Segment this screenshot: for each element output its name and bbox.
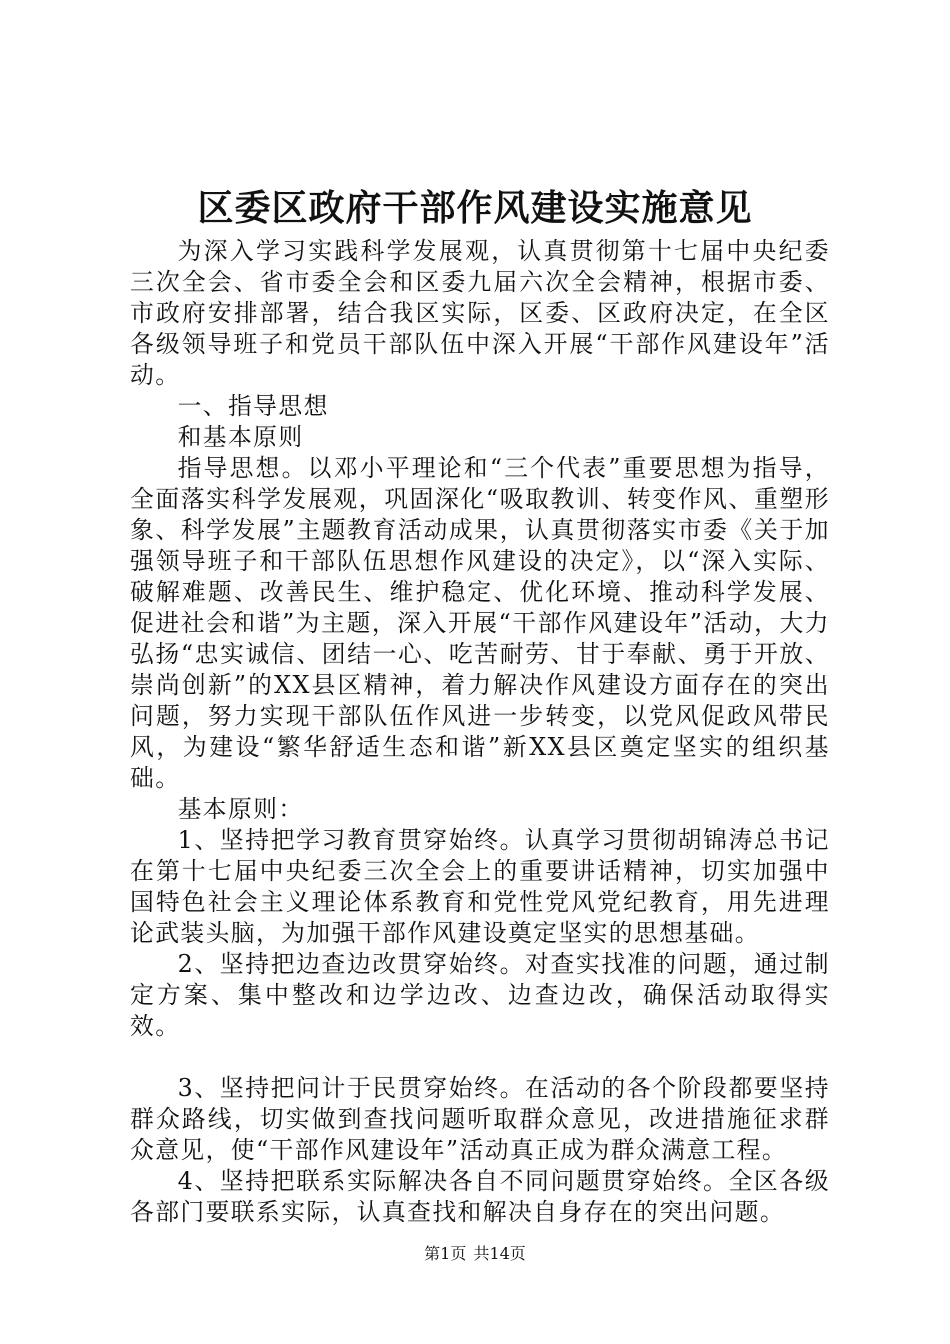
document-body — [130, 236, 830, 1228]
principle-item-1: 1、坚持把学习教育贯穿始终。认真学习贯彻胡锦涛总书记在第十七届中央纪委三次全会上的重要讲话精神，切实加强中国特色社会主义理论体系教育和党性党风党纪教育，用先进理论武装头脑，为加强干部作风建设奠定坚实的思想基础。 — [130, 826, 830, 947]
intro-paragraph: 为深入学习实践科学发展观，认真贯彻第十七届中央纪委三次全会、省市委全会和区委九届六次全会精神，根据市委、市政府安排部署，结合我区实际，区委、区政府决定，在全区各级领导班子和党员干部队伍中深入开展“干部作风建设年”活动。 — [130, 237, 830, 389]
document-title: 区委区政府干部作风建设实施意见 — [197, 187, 753, 229]
section-heading-basic-principles: 和基本原则 — [177, 423, 304, 451]
page-footer: 第1页 共14页 — [424, 1244, 526, 1263]
basic-principles-label: 基本原则： — [177, 795, 304, 823]
principle-item-4: 4、坚持把联系实际解决各自不同问题贯穿始终。全区各级各部门要联系实际，认真查找和解决自身存在的突出问题。 — [130, 1167, 830, 1226]
principle-item-2: 2、坚持把边查边改贯穿始终。对查实找准的问题，通过制定方案、集中整改和边学边改、边查边改，确保活动取得实效。 — [130, 950, 830, 1040]
guiding-thought-paragraph: 指导思想。以邓小平理论和“三个代表”重要思想为指导，全面落实科学发展观，巩固深化“吸取教训、转变作风、重塑形象、科学发展”主题教育活动成果，认真贯彻落实市委《关于加强领导班子和干部队伍思想作风建设的决定》，以“深入实际、破解难题、改善民生、维护稳定、优化环境、推动科学发展、促进社会和谐”为主题，深入开展“干部作风建设年”活动，大力弘扬“忠实诚信、团结一心、吃苦耐劳、甘于奉献、勇于开放、崇尚创新”的XX县区精神，着力解决作风建设方面存在的突出问题，努力实现干部队伍作风进一步转变，以党风促政风带民风，为建设“繁华舒适生态和谐”新XX县区奠定坚实的组织基础。 — [130, 454, 830, 792]
section-heading-guiding-thought: 一、指导思想 — [177, 392, 329, 420]
principle-item-3: 3、坚持把问计于民贯穿始终。在活动的各个阶段都要坚持群众路线，切实做到查找问题听取群众意见，改进措施征求群众意见，使“干部作风建设年”活动真正成为群众满意工程。 — [130, 1074, 830, 1164]
